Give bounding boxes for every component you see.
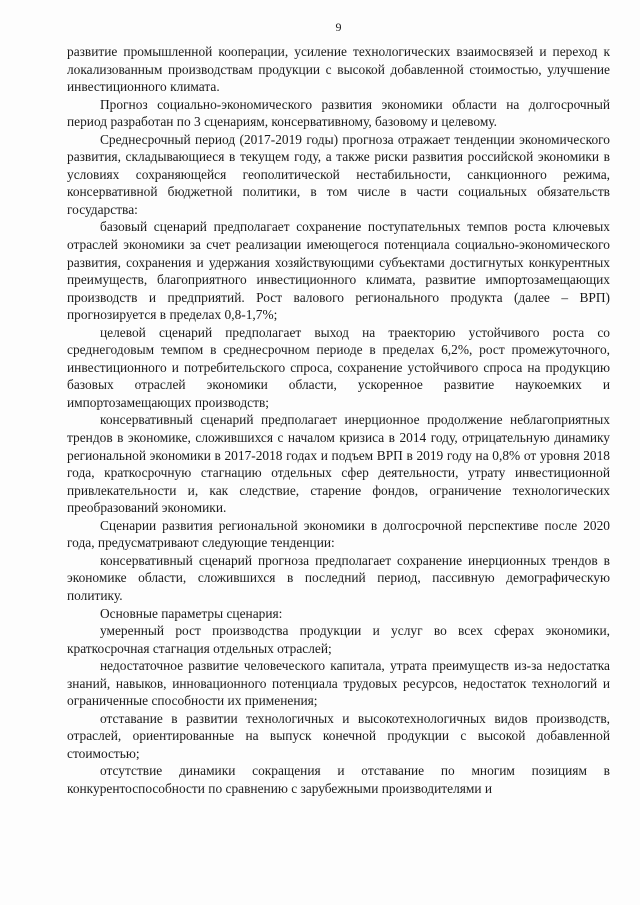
page-number: 9 [335, 20, 342, 34]
paragraph-1: развитие промышленной кооперации, усиление технологических взаимосвязей и переход к локализованным производствам продукции с высокой добавленной стоимостью, улучшение инвестиционного климата. [67, 44, 610, 95]
paragraph-12: отставание в развитии технологичных и высокотехнологичных видов производств, отраслей, ориентированные на выпуск конечной продукции с высокой добавленной стоимостью; [67, 710, 610, 761]
paragraph-7: Сценарии развития региональной экономики в долгосрочной перспективе после 2020 года, предусматривают следующие тенденции: [67, 517, 610, 551]
paragraph-11: недостаточное развитие человеческого капитала, утрата преимуществ из-за недостатка знаний, навыков, инновационного потенциала трудовых ресурсов, недостаток технологий и ограниченные способности их применения; [67, 658, 610, 709]
paragraph-9: Основные параметры сценария: [100, 605, 283, 621]
paragraph-13: отсутствие динамики сокращения и отставание по многим позициям в конкурентоспособности по сравнению с зарубежными производителями и [67, 763, 610, 796]
paragraph-8: консервативный сценарий прогноза предполагает сохранение инерционных трендов в экономике области, сложившихся в последний период, пассивную демографическую политику. [67, 552, 610, 603]
paragraph-2: Прогноз социально-экономического развития экономики области на долгосрочный период разработан по 3 сценариям, консервативному, базовому и целевому. [67, 96, 610, 130]
paragraph-10: умеренный рост производства продукции и услуг во всех сферах экономики, краткосрочная стагнация отдельных отраслей; [67, 623, 610, 656]
paragraph-6: консервативный сценарий предполагает инерционное продолжение неблагоприятных трендов в экономике, сложившихся с началом кризиса в 2014 году, отрицательную динамику региональной экономики в 2017-2018 годах и подъем ВРП в 2019 году на 0,8% от уровня 2018 года, краткосрочную стагнацию отдельных сфер деятельности, утрату инвестиционной привлекательности и, как следствие, старение фондов, ограничение технологических преобразований экономики. [67, 412, 610, 516]
paragraph-4: базовый сценарий предполагает сохранение поступательных темпов роста ключевых отраслей экономики за счет реализации имеющегося потенциала социально-экономического развития, сохранения и удержания хозяйствующими субъектами достигнутых конкурентных преимуществ, благоприятного инвестиционного климата, развитие импортозамещающих производств и предприятий. Рост валового регионального продукта (далее – ВРП) прогнозируется в пределах 0,8-1,7%; [67, 219, 610, 323]
paragraph-3: Среднесрочный период (2017-2019 годы) прогноза отражает тенденции экономического развития, складывающиеся в текущем году, а также риски развития российской экономики в условиях сохраняющейся геополитической нестабильности, санкционного режима, консервативной бюджетной политики, в том числе в части социальных обязательств государства: [67, 131, 610, 217]
paragraph-5: целевой сценарий предполагает выход на траекторию устойчивого роста со среднегодовым темпом в среднесрочном периоде в пределах 6,2%, рост промежуточного, инвестиционного и потребительского спроса, сохранение устойчивого спроса на продукцию базовых отраслей экономики области, ускоренное развитие наукоемких и импортозамещающих производств; [67, 324, 610, 410]
